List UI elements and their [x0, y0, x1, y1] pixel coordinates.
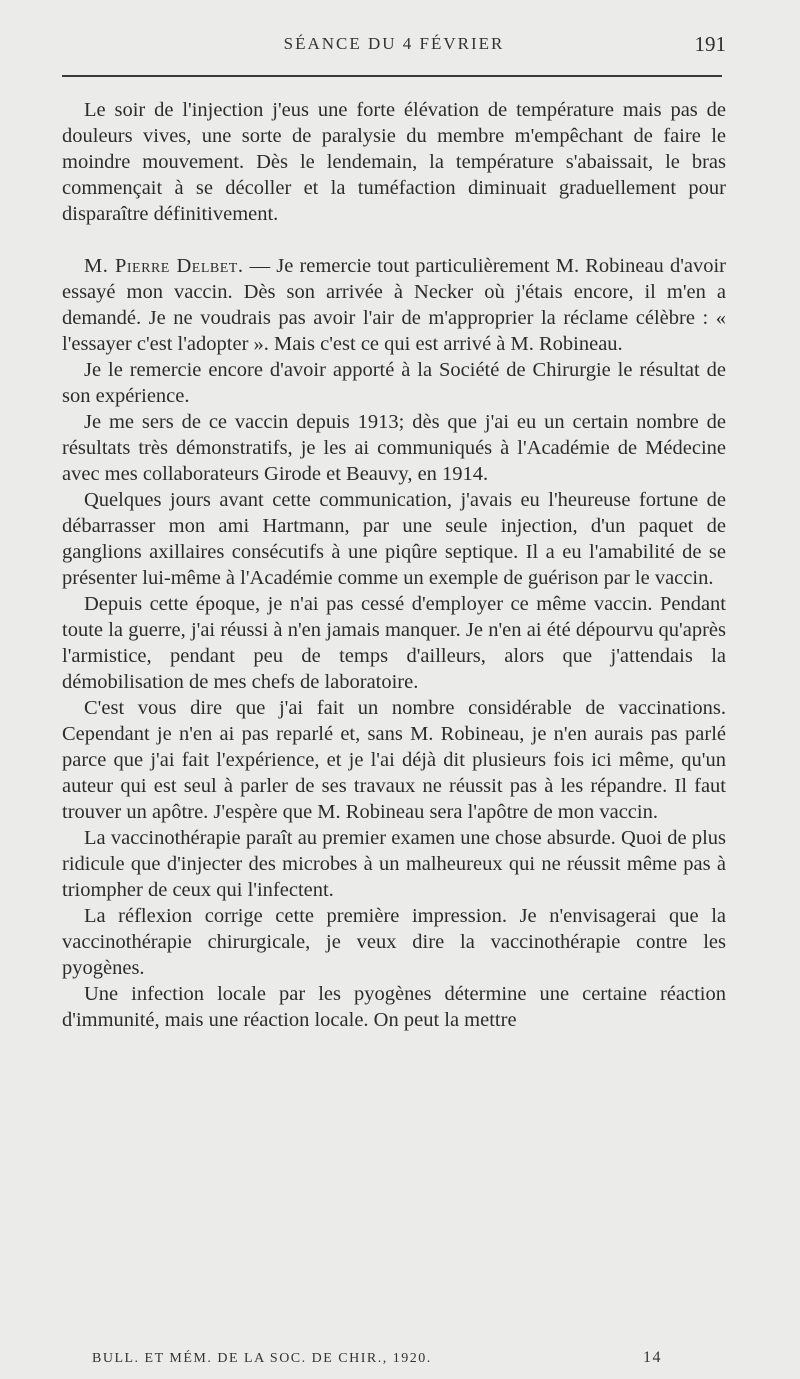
paragraph-3: Je le remercie encore d'avoir apporté à la Société de Chirurgie le résultat de son expérience. — [62, 359, 726, 407]
running-header — [62, 34, 726, 64]
paragraph-5: Quelques jours avant cette communication, j'avais eu l'heureuse fortune de débarrasser mon ami Hartmann, par une seule injection, d'un paquet de ganglions axillaires consécutifs à une piqûre septique. Il a eu l'amabilité de se présenter lui-même à l'Académie comme un exemple de guérison par le vaccin. — [62, 489, 726, 589]
running-title: SÉANCE DU 4 FÉVRIER — [283, 34, 505, 53]
journal-citation: BULL. ET MÉM. DE LA SOC. DE CHIR., 1920. — [92, 1351, 432, 1366]
paragraph-7: C'est vous dire que j'ai fait un nombre considérable de vaccinations. Cependant je n'en ai pas reparlé et, sans M. Robineau, je n'en aurais pas parlé parce que j'ai fait l'expérience, et je l'ai déjà dit plusieurs fois ici même, qu'un auteur qui est seul à parler de ses travaux ne réussit pas à les répandre. Il faut trouver un apôtre. J'espère que M. Robineau sera l'apôtre de mon vaccin. — [62, 697, 726, 823]
paragraph-10: Une infection locale par les pyogènes détermine une certaine réaction d'immunité, mais une réaction locale. On peut la mettre — [62, 983, 726, 1031]
paragraph-8: La vaccinothérapie paraît au premier examen une chose absurde. Quoi de plus ridicule que d'injecter des microbes à un malheureux qui ne réussit même pas à triompher de ceux qui l'infectent. — [62, 827, 726, 901]
paragraph-9: La réflexion corrige cette première impression. Je n'envisagerai que la vaccinothérapie chirurgicale, je veux dire la vaccinothérapie contre les pyogènes. — [62, 905, 726, 979]
paragraph-4: Je me sers de ce vaccin depuis 1913; dès que j'ai eu un certain nombre de résultats très démonstratifs, je les ai communiqués à l'Académie de Médecine avec mes collaborateurs Girode et Beauvy, en 1914. — [62, 411, 726, 485]
paragraph-1: Le soir de l'injection j'eus une forte élévation de température mais pas de douleurs vives, une sorte de paralysie du membre m'empêchant de faire le moindre mouvement. Dès le lendemain, la température s'abaissait, le bras commençait à se décoller et la tuméfaction diminuait graduellement pour disparaître définitivement. — [62, 99, 726, 225]
paragraph-6: Depuis cette époque, je n'ai pas cessé d'employer ce même vaccin. Pendant toute la guerre, j'ai réussi à n'en jamais manquer. Je n'en ai été dépourvu qu'après l'armistice, pendant peu de temps d'ailleurs, alors que j'attendais la démobilisation de mes chefs de laboratoire. — [62, 593, 726, 693]
paragraph-2 — [62, 253, 726, 357]
signature-mark: 14 — [643, 1349, 662, 1366]
header-rule — [62, 75, 722, 77]
body-text — [62, 97, 726, 1033]
page-number: 191 — [694, 32, 726, 56]
paragraph-2-text: — Je remercie tout particulièrement M. Robineau d'avoir essayé mon vaccin. Dès son arrivée à Necker où j'étais encore, il m'en a demandé. Je ne voudrais pas avoir l'air de m'approprier la réclame célèbre : « l'essayer c'est l'adopter ». Mais c'est ce qui est arrivé à M. Robineau. — [62, 255, 727, 355]
speaker-name: M. Pierre Delbet. — [84, 255, 244, 277]
